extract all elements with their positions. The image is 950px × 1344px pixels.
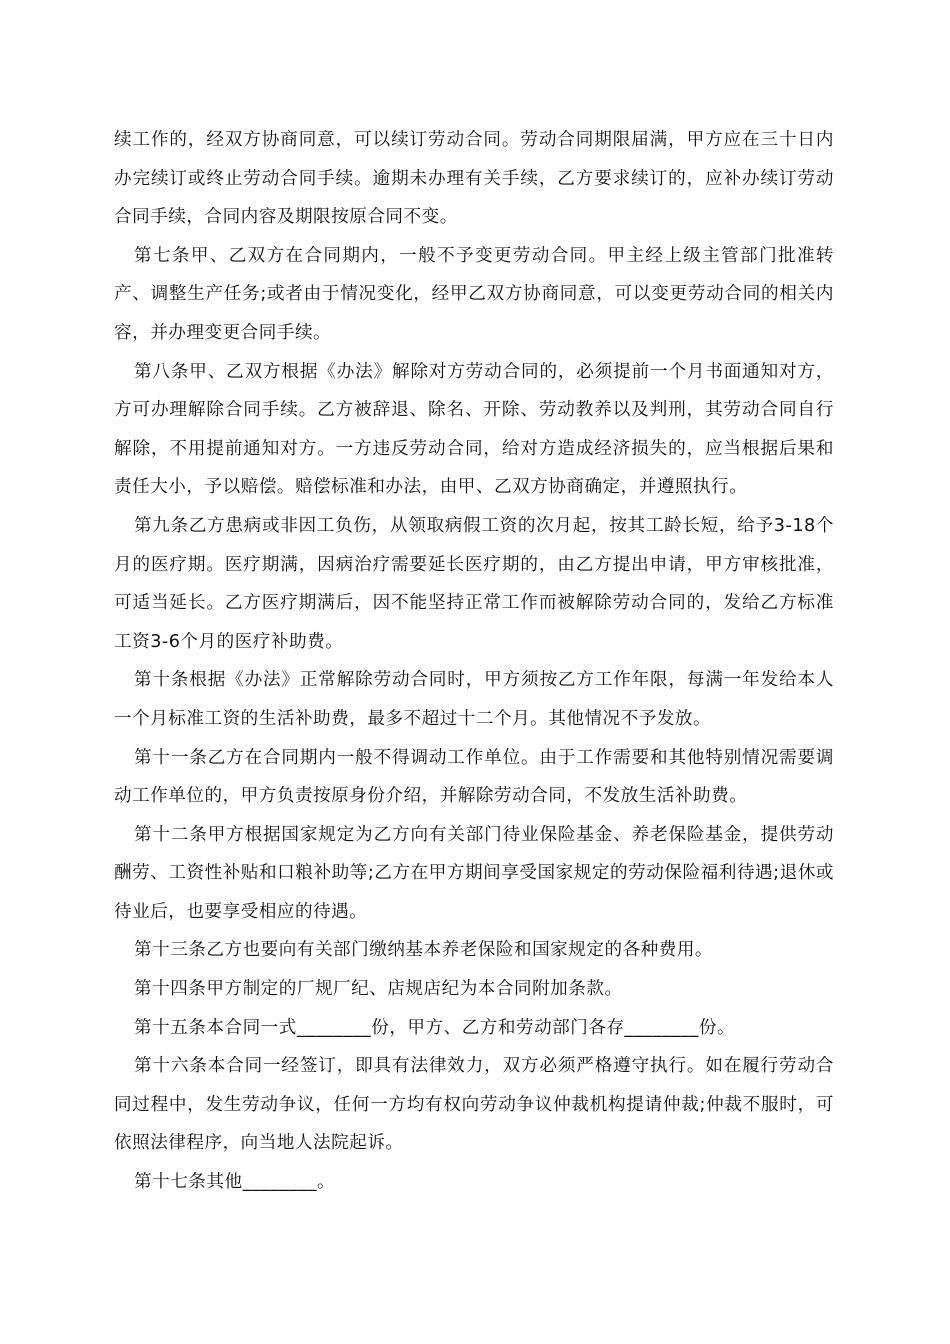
- paragraph-article-12: 第十二条甲方根据国家规定为乙方向有关部门待业保险基金、养老保险基金，提供劳动酬劳、工资性补贴和口粮补助等;乙方在甲方期间享受国家规定的劳动保险福利待遇;退休或待业后，也要享受相应的待遇。: [114, 824, 834, 922]
- paragraph-article-16: 第十六条本合同一经签订，即具有法律效力，双方必须严格遵守执行。如在履行劳动合同过程中，发生劳动争议，任何一方均有权向劳动争议仲裁机构提请仲裁;仲裁不服时，可依照法律程序，向当地人法院起诉。: [114, 1056, 834, 1154]
- paragraph-article-17: 第十七条其他________。: [134, 1172, 336, 1193]
- paragraph-article-15: 第十五条本合同一式________份，甲方、乙方和劳动部门各存________份。: [134, 1017, 736, 1038]
- paragraph-article-10: 第十条根据《办法》正常解除劳动合同时，甲方须按乙方工作年限，每满一年发给本人一个月标准工资的生活补助费，最多不超过十二个月。其他情况不予发放。: [114, 670, 834, 729]
- paragraph-article-14: 第十四条甲方制定的厂规厂纪、店规店纪为本合同附加条款。: [134, 979, 623, 1000]
- document-body: [114, 121, 834, 1202]
- paragraph-continuation: 续工作的，经双方协商同意，可以续订劳动合同。劳动合同期限届满，甲方应在三十日内办完续订或终止劳动合同手续。逾期未办理有关手续，乙方要求续订的，应补办续订劳动合同手续，合同内容及期限按原合同不变。: [114, 130, 834, 228]
- paragraph-article-7: 第七条甲、乙双方在合同期内，一般不予变更劳动合同。甲主经上级主管部门批准转产、调整生产任务;或者由于情况变化，经甲乙双方协商同意，可以变更劳动合同的相关内容，并办理变更合同手续。: [114, 245, 834, 343]
- paragraph-article-13: 第十三条乙方也要向有关部门缴纳基本养老保险和国家规定的各种费用。: [134, 940, 714, 961]
- paragraph-article-9: 第九条乙方患病或非因工负伤，从领取病假工资的次月起，按其工龄长短，给予3-18个月的医疗期。医疗期满，因病治疗需要延长医疗期的，由乙方提出申请，甲方审核批准，可适当延长。乙方医疗期满后，因不能坚持正常工作而被解除劳动合同的，发给乙方标准工资3-6个月的医疗补助费。: [114, 515, 834, 652]
- paragraph-article-8: 第八条甲、乙双方根据《办法》解除对方劳动合同的，必须提前一个月书面通知对方，方可办理解除合同手续。乙方被辞退、除名、开除、劳动教养以及判刑，其劳动合同自行解除，不用提前通知对方。一方违反劳动合同，给对方造成经济损失的，应当根据后果和责任大小，予以赔偿。赔偿标准和办法，由甲、乙双方协商确定，并遵照执行。: [114, 361, 834, 498]
- paragraph-article-11: 第十一条乙方在合同期内一般不得调动工作单位。由于工作需要和其他特别情况需要调动工作单位的，甲方负责按原身份介绍，并解除劳动合同，不发放生活补助费。: [114, 747, 834, 807]
